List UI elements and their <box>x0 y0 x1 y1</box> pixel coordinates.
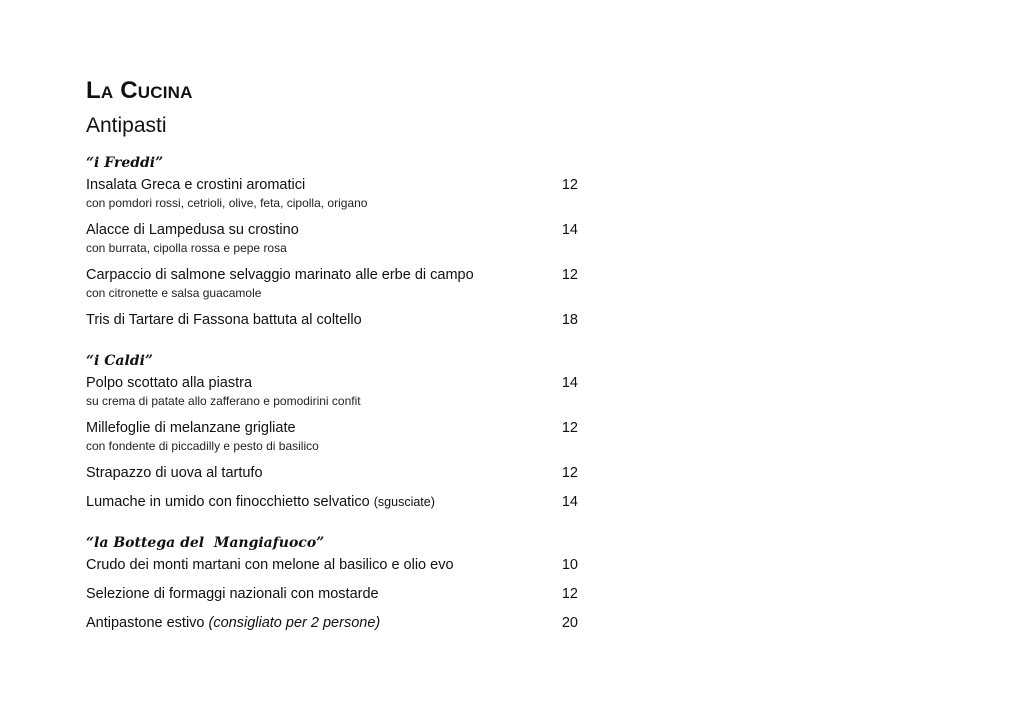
menu-item-price: 12 <box>561 177 578 193</box>
menu-item-name: Alacce di Lampedusa su crostino <box>86 222 299 238</box>
menu-item-description: con fondente di piccadilly e pesto di basilico <box>86 439 319 453</box>
menu-item-name: Strapazzo di uova al tartufo <box>86 465 263 481</box>
menu-item <box>86 175 586 211</box>
menu-item-price: 12 <box>561 420 578 436</box>
menu-item-name-wrap <box>86 492 435 512</box>
menu-item-name: Insalata Greca e crostini aromatici <box>86 177 306 193</box>
section-bottega <box>86 534 586 633</box>
menu-item <box>86 492 586 512</box>
menu-item-row <box>86 492 578 512</box>
menu-item-price: 12 <box>561 267 578 283</box>
menu-item-description: con burrata, cipolla rossa e pepe rosa <box>86 241 287 255</box>
menu-item <box>86 555 586 575</box>
menu-item-description: su crema di patate allo zafferano e pomodirini confit <box>86 394 361 408</box>
menu-item-name: Carpaccio di salmone selvaggio marinato alle erbe di campo <box>86 267 474 283</box>
menu-item-note: (sgusciate) <box>373 495 435 509</box>
menu-item-price: 14 <box>561 494 578 510</box>
menu-item <box>86 220 586 256</box>
menu-item <box>86 613 586 633</box>
menu-item-row <box>86 613 578 633</box>
menu-item <box>86 265 586 301</box>
menu-item-price: 12 <box>561 465 578 481</box>
menu-item-price: 10 <box>561 557 578 573</box>
menu-item <box>86 373 586 409</box>
menu-item-name: Millefoglie di melanzane grigliate <box>86 420 296 436</box>
menu-item-row <box>86 418 578 438</box>
menu-item-price: 20 <box>561 615 578 631</box>
menu-item-row <box>86 175 578 195</box>
menu-item-description: con citronette e salsa guacamole <box>86 286 262 300</box>
menu-item-price: 14 <box>561 375 578 391</box>
menu-item-row <box>86 373 578 393</box>
menu-item-row <box>86 584 578 604</box>
menu-item-name: Selezione di formaggi nazionali con mostarde <box>86 586 379 602</box>
section-freddi <box>86 154 586 330</box>
menu-item-name: Tris di Tartare di Fassona battuta al coltello <box>86 312 362 328</box>
menu-item-price: 18 <box>561 312 578 328</box>
section-caldi <box>86 352 586 512</box>
menu-item-note: (consigliato per 2 persone) <box>208 615 381 631</box>
section-title: “la Bottega del Mangiafuoco” <box>86 535 325 551</box>
menu-item-row <box>86 265 578 285</box>
menu-item-price: 12 <box>561 586 578 602</box>
menu-item-name: Lumache in umido con finocchietto selvatico <box>86 494 370 510</box>
menu-item <box>86 418 586 454</box>
menu-item-description: con pomdori rossi, cetrioli, olive, feta, cipolla, origano <box>86 196 368 210</box>
menu-item-name: Polpo scottato alla piastra <box>86 375 253 391</box>
menu-item-row <box>86 220 578 240</box>
menu-item <box>86 310 586 330</box>
section-title: “i Freddi” <box>86 155 164 171</box>
menu-page <box>86 76 586 642</box>
menu-item-price: 14 <box>561 222 578 238</box>
menu-item-row <box>86 463 578 483</box>
section-title: “i Caldi” <box>86 353 153 369</box>
page-title: La Cucina <box>86 77 193 104</box>
page-subtitle: Antipasti <box>86 114 167 137</box>
menu-item-name: Antipastone estivo <box>86 615 205 631</box>
menu-item-name: Crudo dei monti martani con melone al basilico e olio evo <box>86 557 454 573</box>
menu-item-name-wrap <box>86 613 380 633</box>
menu-item <box>86 463 586 483</box>
menu-item <box>86 584 586 604</box>
menu-item-row <box>86 555 578 575</box>
menu-item-row <box>86 310 578 330</box>
